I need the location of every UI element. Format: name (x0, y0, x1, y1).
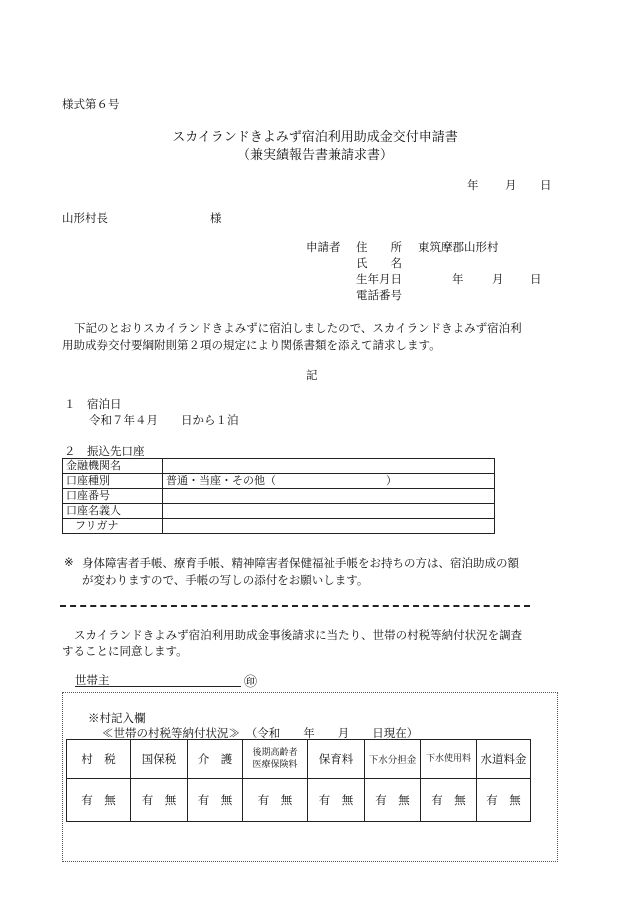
status-cell[interactable]: 有 無 (365, 779, 421, 822)
furigana-label: フリガナ (63, 519, 163, 534)
status-cell[interactable]: 有 無 (308, 779, 365, 822)
furigana-field[interactable] (163, 519, 495, 534)
table-row (63, 489, 495, 504)
status-cell[interactable]: 有 無 (67, 779, 131, 822)
table-row (63, 504, 495, 519)
col-childcare-fee: 保育料 (308, 740, 365, 779)
addressee-name: 山形村長 (62, 211, 108, 225)
table-row (67, 740, 531, 779)
cut-line-divider (60, 605, 530, 607)
table-row (63, 459, 495, 474)
col-water-fee: 水道料金 (477, 740, 531, 779)
account-holder-field[interactable] (163, 504, 495, 519)
address-value: 東筑摩郡山形村 (418, 240, 499, 254)
table-row (63, 519, 495, 534)
tax-status-line: ≪世帯の村税等納付状況≫ （令和 年 月 日現在） (102, 726, 419, 740)
body-paragraph-1: 下記のとおりスカイランドきよみずに宿泊しましたので、スカイランドきよみず宿泊利 (74, 321, 522, 335)
date-month: 月 (505, 178, 517, 192)
status-cell[interactable]: 有 無 (188, 779, 243, 822)
consent-line-2: することに同意します。 (62, 644, 188, 658)
status-cell[interactable]: 有 無 (477, 779, 531, 822)
account-type-field[interactable]: 普通・当座・その他（ ） (163, 474, 495, 489)
dob-day: 日 (530, 272, 542, 286)
household-head-label: 世帯主 (75, 673, 110, 687)
bank-name-label: 金融機関名 (63, 459, 163, 474)
addressee-honorific: 様 (210, 211, 222, 225)
body-paragraph-2: 用助成券交付要綱附則第２項の規定により関係書類を添えて請求します。 (62, 338, 441, 352)
household-head-signature-line[interactable] (75, 686, 241, 687)
dob-month: 月 (492, 272, 504, 286)
account-type-label: 口座種別 (63, 474, 163, 489)
applicant-role: 申請者 (306, 240, 341, 254)
table-row (67, 779, 531, 822)
col-elderly-medical-line1: 後期高齢者 (252, 748, 298, 758)
address-label: 住 所 (356, 240, 402, 254)
col-elderly-medical-line2: 医療保険料 (252, 760, 298, 770)
col-elderly-medical (243, 740, 308, 779)
status-cell[interactable]: 有 無 (131, 779, 188, 822)
note-line-2: が変わりますので、手帳の写しの添付をお願いします。 (82, 573, 369, 587)
date-day: 日 (540, 178, 552, 192)
col-nhi-tax: 国保税 (131, 740, 188, 779)
note-mark: ※ (64, 555, 74, 569)
document-subtitle: （兼実績報告書兼請求書） (236, 148, 393, 163)
section1-heading: １ 宿泊日 (64, 397, 122, 411)
section1-value: 令和７年４月 日から１泊 (89, 413, 239, 427)
status-cell[interactable]: 有 無 (421, 779, 477, 822)
bank-name-field[interactable] (163, 459, 495, 474)
form-number: 様式第６号 (62, 97, 120, 111)
consent-line-1: スカイランドきよみず宿泊利用助成金事後請求に当たり、世帯の村税等納付状況を調査 (74, 628, 523, 642)
seal-mark: ㊞ (244, 675, 258, 690)
dob-year: 年 (452, 272, 464, 286)
date-year: 年 (467, 178, 479, 192)
account-number-label: 口座番号 (63, 489, 163, 504)
col-nursing-care: 介 護 (188, 740, 243, 779)
section2-heading: ２ 振込先口座 (64, 444, 145, 458)
dob-label: 生年月日 (356, 272, 402, 286)
account-holder-label: 口座名義人 (63, 504, 163, 519)
col-sewer-share: 下水分担金 (365, 740, 421, 779)
phone-label: 電話番号 (356, 288, 402, 302)
village-box-heading: ※村記入欄 (88, 711, 146, 725)
col-village-tax: 村 税 (67, 740, 131, 779)
bank-account-table (62, 458, 495, 534)
table-row (63, 474, 495, 489)
tax-status-table (66, 739, 531, 822)
ki-label: 記 (306, 368, 318, 382)
col-sewer-usage: 下水使用料 (421, 740, 477, 779)
document-title: スカイランドきよみず宿泊利用助成金交付申請書 (172, 130, 458, 145)
name-label: 氏 名 (356, 256, 402, 270)
status-cell[interactable]: 有 無 (243, 779, 308, 822)
account-number-field[interactable] (163, 489, 495, 504)
note-line-1: 身体障害者手帳、療育手帳、精神障害者保健福祉手帳をお持ちの方は、宿泊助成の額 (82, 556, 519, 570)
